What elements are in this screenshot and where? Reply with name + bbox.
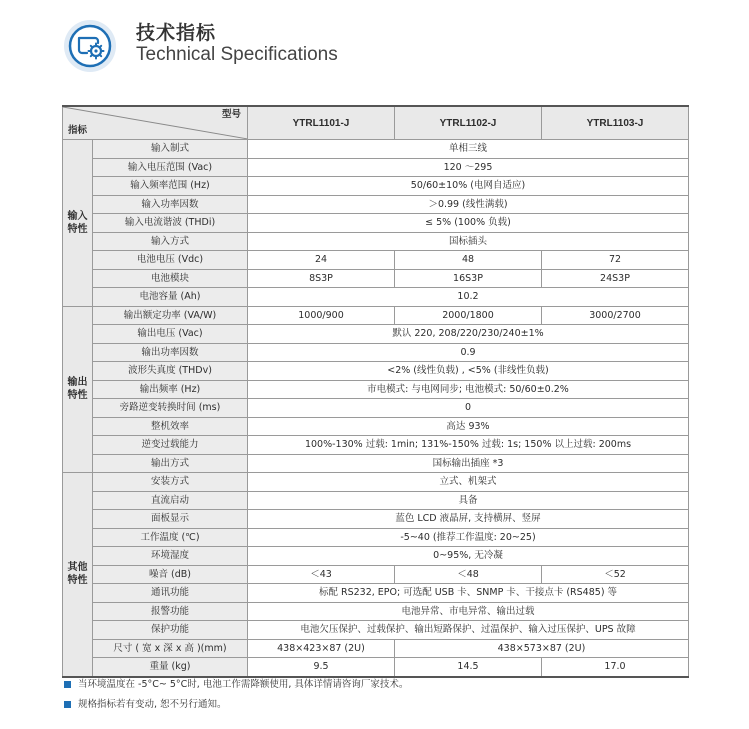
table-row [63, 306, 689, 325]
spec-value: 48 [395, 251, 542, 270]
spec-value: 0.9 [248, 343, 689, 362]
spec-label: 电池容量 (Ah) [93, 288, 248, 307]
group-label: 其他 特性 [63, 473, 93, 677]
spec-value: ＜52 [542, 565, 689, 584]
table-row [63, 436, 689, 455]
corner-index-label: 指标 [68, 125, 88, 136]
spec-label: 工作温度 (℃) [93, 528, 248, 547]
spec-value: 电池欠压保护、过载保护、输出短路保护、过温保护、输入过压保护、UPS 故障 [248, 621, 689, 640]
spec-value: 电池异常、市电异常、输出过载 [248, 602, 689, 621]
spec-value: 16S3P [395, 269, 542, 288]
spec-label: 报警功能 [93, 602, 248, 621]
spec-label: 保护功能 [93, 621, 248, 640]
model-header: YTRL1103-J [542, 106, 689, 140]
table-row [63, 602, 689, 621]
spec-value: <2% (线性负载) , <5% (非线性负载) [248, 362, 689, 381]
spec-value: 市电模式: 与电网同步; 电池模式: 50/60±0.2% [248, 380, 689, 399]
table-row [63, 547, 689, 566]
spec-value: 14.5 [395, 658, 542, 677]
spec-value: 120 ～295 [248, 158, 689, 177]
table-row [63, 214, 689, 233]
spec-value: 8S3P [248, 269, 395, 288]
spec-value: 高达 93% [248, 417, 689, 436]
spec-value: 24S3P [542, 269, 689, 288]
spec-value: ＞0.99 (线性满载) [248, 195, 689, 214]
table-row [63, 288, 689, 307]
spec-value: 9.5 [248, 658, 395, 677]
table-row [63, 195, 689, 214]
page-header [62, 14, 722, 76]
table-row [63, 510, 689, 529]
table-row [63, 140, 689, 159]
group-label: 输入 特性 [63, 140, 93, 307]
table-row [63, 399, 689, 418]
table-row [63, 232, 689, 251]
spec-label: 环境湿度 [93, 547, 248, 566]
spec-value: 蓝色 LCD 液晶屏, 支持横屏、竖屏 [248, 510, 689, 529]
bullet-square-icon [64, 681, 71, 688]
spec-value: 0 [248, 399, 689, 418]
spec-label: 输出功率因数 [93, 343, 248, 362]
table-row [63, 658, 689, 677]
spec-label: 面板显示 [93, 510, 248, 529]
spec-value: 438×573×87 (2U) [395, 639, 689, 658]
table-row [63, 325, 689, 344]
spec-label: 逆变过载能力 [93, 436, 248, 455]
spec-label: 电池模块 [93, 269, 248, 288]
spec-label: 尺寸 ( 宽 x 深 x 高 )(mm) [93, 639, 248, 658]
spec-value: 国标插头 [248, 232, 689, 251]
table-row [63, 565, 689, 584]
spec-value: 单相三线 [248, 140, 689, 159]
spec-value: ＜43 [248, 565, 395, 584]
model-header: YTRL1102-J [395, 106, 542, 140]
footnote [62, 696, 408, 714]
table-row [63, 362, 689, 381]
footnotes [62, 676, 408, 716]
spec-value: ≤ 5% (100% 负载) [248, 214, 689, 233]
spec-label: 整机效率 [93, 417, 248, 436]
footnote-text: 规格指标若有变动, 恕不另行通知。 [78, 699, 227, 710]
spec-value: 标配 RS232, EPO; 可选配 USB 卡、SNMP 卡、干接点卡 (RS485) 等 [248, 584, 689, 603]
spec-value: 50/60±10% (电网自适应) [248, 177, 689, 196]
spec-label: 输入功率因数 [93, 195, 248, 214]
diagonal-line [63, 107, 248, 139]
spec-label: 输入电压范围 (Vac) [93, 158, 248, 177]
spec-value: 0~95%, 无冷凝 [248, 547, 689, 566]
footnote [62, 676, 408, 694]
page-title-zh: 技术指标 [136, 22, 217, 44]
spec-label: 噪音 (dB) [93, 565, 248, 584]
spec-value: 100%-130% 过载: 1min; 131%-150% 过载: 1s; 150% 以上过载: 200ms [248, 436, 689, 455]
header-corner-cell [63, 106, 248, 140]
table-row [63, 454, 689, 473]
spec-label: 输出电压 (Vac) [93, 325, 248, 344]
spec-label: 输入制式 [93, 140, 248, 159]
spec-value: 3000/2700 [542, 306, 689, 325]
gear-settings-icon [62, 18, 118, 74]
table-row [63, 491, 689, 510]
spec-label: 重量 (kg) [93, 658, 248, 677]
table-row [63, 417, 689, 436]
table-row [63, 380, 689, 399]
spec-value: ＜48 [395, 565, 542, 584]
spec-label: 输入电流谐波 (THDi) [93, 214, 248, 233]
table-row [63, 584, 689, 603]
table-row [63, 251, 689, 270]
table-row [63, 639, 689, 658]
page-title-en: Technical Specifications [136, 44, 338, 65]
spec-label: 输出额定功率 (VA/W) [93, 306, 248, 325]
spec-value: 438×423×87 (2U) [248, 639, 395, 658]
spec-label: 电池电压 (Vdc) [93, 251, 248, 270]
table-row [63, 343, 689, 362]
spec-value: 17.0 [542, 658, 689, 677]
spec-value: 具备 [248, 491, 689, 510]
table-row [63, 158, 689, 177]
group-label: 输出 特性 [63, 306, 93, 473]
spec-label: 输出频率 (Hz) [93, 380, 248, 399]
spec-label: 通讯功能 [93, 584, 248, 603]
spec-value: 72 [542, 251, 689, 270]
spec-label: 旁路逆变转换时间 (ms) [93, 399, 248, 418]
spec-value: 国标输出插座 *3 [248, 454, 689, 473]
table-header-row [63, 106, 689, 140]
spec-label: 输入方式 [93, 232, 248, 251]
table-row [63, 528, 689, 547]
spec-value: 立式、机架式 [248, 473, 689, 492]
table-row [63, 269, 689, 288]
footnote-text: 当环境温度在 -5°C~ 5°C时, 电池工作需降额使用, 具体详情请咨询厂家技术。 [78, 679, 409, 690]
corner-model-label: 型号 [221, 109, 241, 120]
spec-label: 输入频率范围 (Hz) [93, 177, 248, 196]
spec-value: -5~40 (推荐工作温度: 20~25) [248, 528, 689, 547]
spec-label: 输出方式 [93, 454, 248, 473]
spec-label: 安装方式 [93, 473, 248, 492]
spec-value: 10.2 [248, 288, 689, 307]
spec-label: 波形失真度 (THDv) [93, 362, 248, 381]
table-row [63, 177, 689, 196]
bullet-square-icon [64, 701, 71, 708]
table-row [63, 621, 689, 640]
table-row [63, 473, 689, 492]
spec-value: 默认 220, 208/220/230/240±1% [248, 325, 689, 344]
spec-value: 2000/1800 [395, 306, 542, 325]
spec-table [62, 105, 689, 678]
spec-value: 1000/900 [248, 306, 395, 325]
model-header: YTRL1101-J [248, 106, 395, 140]
spec-value: 24 [248, 251, 395, 270]
spec-label: 直流启动 [93, 491, 248, 510]
